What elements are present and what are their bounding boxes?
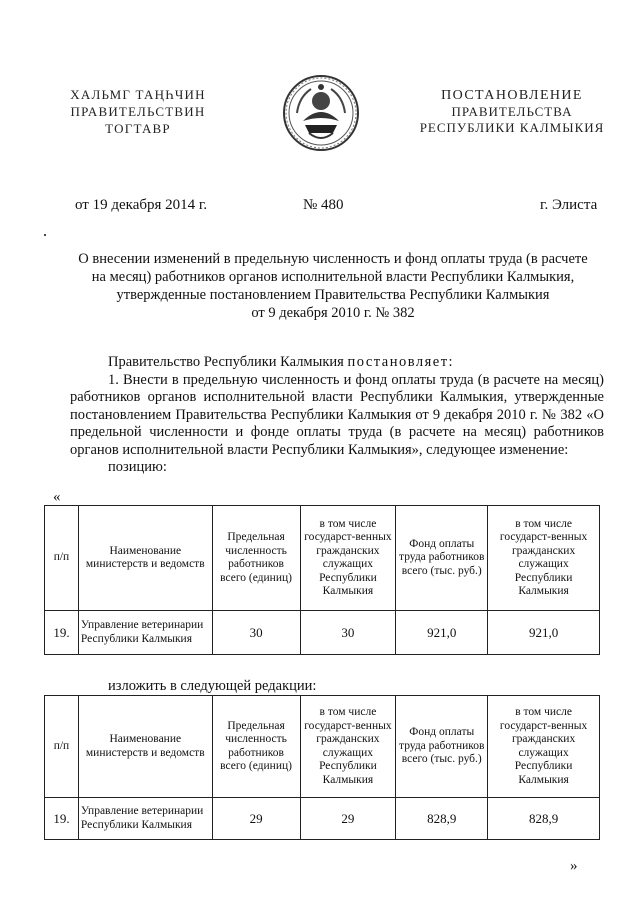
cell-staff-civil: 30: [300, 611, 396, 655]
gov-prefix: Правительство Республики Калмыкия: [108, 354, 348, 370]
cell-name: Управление ветеринарии Республики Калмыкия: [78, 798, 212, 840]
table-old-position: [44, 505, 600, 655]
position-label: позицию:: [108, 459, 167, 475]
cell-staff-total: 29: [212, 798, 300, 840]
document-date: от 19 декабря 2014 г.: [75, 197, 208, 213]
header-cell-name: Наименование министерств и ведомств: [78, 696, 212, 798]
cell-staff-civil: 29: [300, 798, 396, 840]
table-row: [45, 611, 600, 655]
government-decree-line: [70, 354, 604, 372]
cell-num: 19.: [45, 798, 79, 840]
cell-fund-total: 828,9: [396, 798, 488, 840]
emblem-icon: [281, 73, 361, 153]
table-new-position: [44, 695, 600, 840]
header-cell-name: Наименование министерств и ведомств: [78, 506, 212, 611]
title-line-4: от 9 декабря 2010 г. № 382: [251, 305, 415, 321]
cell-fund-total: 921,0: [396, 611, 488, 655]
title-line-2: на месяц) работников органов исполнительной власти Республики Калмыкия,: [91, 269, 575, 285]
header-kalmyk-line-3: ТОГТАВР: [105, 121, 171, 136]
header-russian-line-2: ПРАВИТЕЛЬСТВА: [451, 104, 573, 119]
closing-quote: »: [570, 858, 578, 874]
header-kalmyk-line-2: ПРАВИТЕЛЬСТВИН: [70, 104, 206, 119]
header-russian-line-1: ПОСТАНОВЛЕНИЕ: [441, 88, 583, 103]
header-cell-fund-civil: в том числе государст-венных гражданских служащих Республики Калмыкия: [488, 696, 600, 798]
header-russian-line-3: РЕСПУБЛИКИ КАЛМЫКИЯ: [419, 120, 605, 135]
table-row: [45, 798, 600, 840]
title-line-1: О внесении изменений в предельную численность и фонд оплаты труда (в расчете: [78, 251, 588, 267]
cell-staff-total: 30: [212, 611, 300, 655]
table-header-row: [45, 696, 600, 798]
cell-fund-civil: 921,0: [488, 611, 600, 655]
document-city: г. Элиста: [540, 197, 598, 213]
header-cell-fund-civil: в том числе государст-венных гражданских служащих Республики Калмыкия: [488, 506, 600, 611]
document-title: [60, 250, 606, 322]
gov-decree-word: постановляет:: [347, 354, 455, 370]
header-cell-fund-total: Фонд оплаты труда работников всего (тыс. руб.): [396, 696, 488, 798]
header-cell-staff-civil: в том числе государст-венных гражданских служащих Республики Калмыкия: [300, 696, 396, 798]
redaction-label: изложить в следующей редакции:: [108, 678, 317, 694]
main-paragraph: 1. Внести в предельную численность и фонд оплаты труда (в расчете на месяц) работников органов исполнительной власти Республики Калмыкия, утвержденные постановлением Правительства Республики Калмыкия от 9 декабря 2010 г. № 382 «О предельной численности и фонде оплаты труда (в расчете на месяц) работников органов исполнительной власти Республики Калмыкия», следующее изменение:: [70, 371, 604, 458]
header-kalmyk-line-1: ХАЛЬМГ ТАҢҺЧИН: [70, 87, 206, 102]
header-russian: [412, 88, 612, 136]
document-number: № 480: [303, 197, 344, 213]
header-kalmyk: [48, 86, 228, 137]
opening-quote: «: [53, 489, 61, 505]
cell-name: Управление ветеринарии Республики Калмыкия: [78, 611, 212, 655]
title-line-3: утвержденные постановлением Правительства Республики Калмыкия: [116, 287, 550, 303]
header-cell-staff-total: Предельная численность работников всего (единиц): [212, 506, 300, 611]
header-cell-staff-total: Предельная численность работников всего (единиц): [212, 696, 300, 798]
cell-num: 19.: [45, 611, 79, 655]
margin-dot: [44, 234, 46, 236]
table-header-row: [45, 506, 600, 611]
header-cell-fund-total: Фонд оплаты труда работников всего (тыс. руб.): [396, 506, 488, 611]
header-cell-num: п/п: [45, 696, 79, 798]
document-body: [70, 354, 604, 477]
header-cell-num: п/п: [45, 506, 79, 611]
cell-fund-civil: 828,9: [488, 798, 600, 840]
header-cell-staff-civil: в том числе государст-венных гражданских служащих Республики Калмыкия: [300, 506, 396, 611]
